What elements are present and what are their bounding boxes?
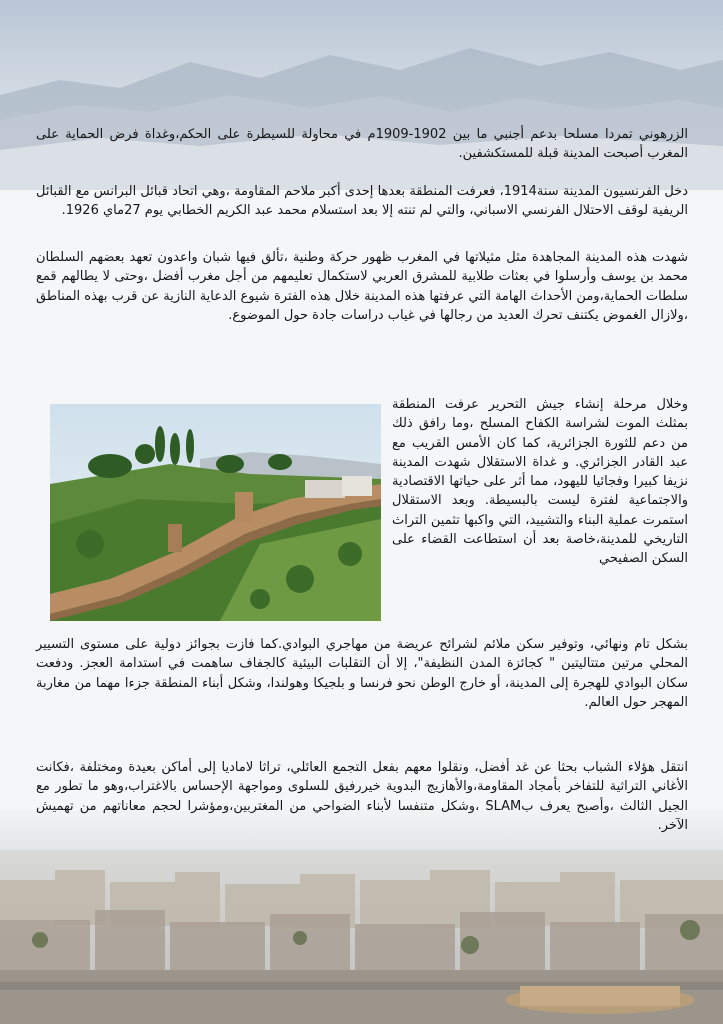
fortress-photo xyxy=(50,404,381,621)
city-background xyxy=(0,810,723,1024)
paragraph-1: الزرهوني تمردا مسلحا بدعم أجنبي ما بين 1902-1909م في محاولة للسيطرة على الحكم،وغداة فرض الحماية على المغرب أصبحت المدينة قبلة للمستكشفين. xyxy=(36,127,688,162)
paragraph-5: بشكل تام ونهائي، وتوفير سكن ملائم لشرائح عريضة من مهاجري البوادي.كما فازت بجوائز دولية على مستوى التسيير المحلي مرتين متتاليتين " كجائزة المدن النظيفة"، إلا أن التقلبات البيئية كالجفاف ساهمت في استدامة العجز. ودفعت سكان البوادي للهجرة إلى المدينة، أو خارج الوطن نحو فرنسا و بلجيكا وهولندا، وشكل أبناء المنطقة جزءا مهما من مغاربة المهجر حول العالم. xyxy=(36,637,688,710)
city-panorama-image xyxy=(0,810,723,1024)
paragraph-3: شهدت هذه المدينة المجاهدة مثل مثيلاتها في المغرب ظهور حركة وطنية ،تألق فيها شبان واعدون تعهد بعضهم السلطان محمد بن يوسف وأرسلوا في بعثات طلابية للمشرق العربي لاستكمال تعليمهم من أجل مغرب أفضل ،وحتى لا يطالهم قمع سلطات الحماية،ومن الأحداث الهامة التي عرفتها هذه المدينة خلال هذه الفترة شيوع الدعاية النازية عن قرب بهذه المناطق ،ولازال الغموض يكتنف تحرك العديد من رجالها في غياب دراسات جادة حول الموضوع. xyxy=(36,250,688,323)
paragraph-4: وخلال مرحلة إنشاء جيش التحرير عرفت المنطقة بمثلث الموت لشراسة الكفاح المسلح ،وما رافق ذلك من دعم للثورة الجزائرية، كما كان الأمس القريب مع عبد القادر الجزائري. و غداة الاستقلال شهدت المدينة نزيفا كبيرا وفجائيا لليهود، مما أثر على حياتها الاقتصادية والاجتماعية لفترة ليست بالبسيطة. وبعد الاستقلال استمرت عملية البناء والتشييد، التي واكبها تثمين التراث التاريخي للمدينة،خاصة بعد أن استطاعت القضاء على السكن الصفيحي xyxy=(392,397,688,567)
paragraph-2: دخل الفرنسيون المدينة سنة1914، فعرفت المنطقة بعدها إحدى أكبر ملاحم المقاومة ،وهي اتحاد قبائل البرانس مع القبائل الريفية لوقف الاحتلال الفرنسي الاسباني، والتي لم تنته إلا بعد استسلام محمد عبد الكريم الخطابي يوم 27ماي 1926. xyxy=(36,184,689,219)
fortress-wall-image xyxy=(50,404,381,621)
paragraph-6: انتقل هؤلاء الشباب بحثا عن غد أفضل، ونقلوا معهم بفعل التجمع العائلي، تراثا لاماديا إلى أماكن بعيدة ومختلفة ،فكانت الأغاني التراثية للتفاخر بأمجاد المقاومة،والأهازيج البدوية خيررفيق للسلوى ومواجهة الإحساس بالاغتراب،وهو ما تطور مع الجيل الثالث ،وأصبح يعرف بSLAM ،وشكل متنفسا لأبناء الضواحي من المغتربين،ومؤشرا لحجم معاناتهم من تهميش الآخر. xyxy=(36,760,688,833)
